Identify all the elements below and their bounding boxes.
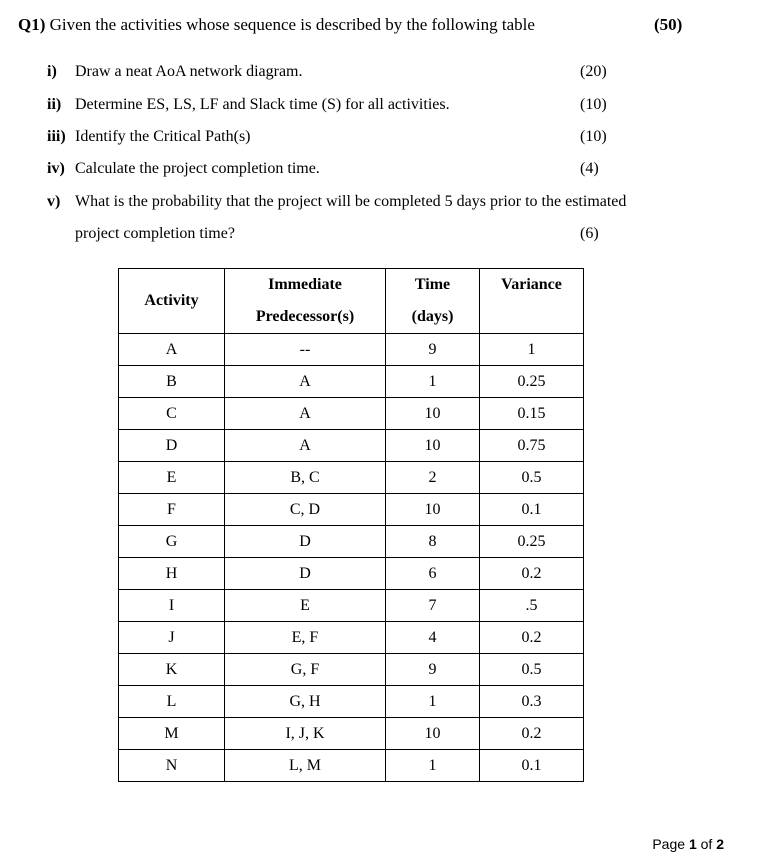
cell-time: 6 bbox=[386, 558, 480, 590]
cell-predecessors: G, H bbox=[225, 686, 386, 718]
part-label: i) bbox=[47, 63, 57, 80]
table-row bbox=[119, 686, 584, 718]
cell-activity: K bbox=[119, 654, 225, 686]
cell-activity: C bbox=[119, 398, 225, 430]
cell-time: 10 bbox=[386, 398, 480, 430]
part-marks: (4) bbox=[580, 160, 599, 177]
table-row bbox=[119, 366, 584, 398]
table-row bbox=[119, 494, 584, 526]
header-time-line2: (days) bbox=[411, 308, 454, 325]
cell-activity: G bbox=[119, 526, 225, 558]
table-header-row bbox=[119, 269, 584, 334]
header-time-line1: Time bbox=[414, 276, 451, 293]
table-row bbox=[119, 430, 584, 462]
cell-variance: 0.5 bbox=[480, 462, 584, 494]
cell-activity: B bbox=[119, 366, 225, 398]
cell-activity: L bbox=[119, 686, 225, 718]
part-text: project completion time? bbox=[75, 225, 235, 242]
cell-variance: 0.15 bbox=[480, 398, 584, 430]
cell-time: 10 bbox=[386, 430, 480, 462]
cell-time: 9 bbox=[386, 654, 480, 686]
part-text: Calculate the project completion time. bbox=[75, 160, 320, 177]
cell-predecessors: A bbox=[225, 430, 386, 462]
part-label: iv) bbox=[47, 160, 65, 177]
part-ii bbox=[47, 93, 727, 117]
cell-variance: 0.2 bbox=[480, 622, 584, 654]
header-variance: Variance bbox=[480, 269, 584, 334]
cell-activity: F bbox=[119, 494, 225, 526]
cell-variance: 0.1 bbox=[480, 750, 584, 782]
part-i bbox=[47, 60, 727, 84]
cell-variance: 0.25 bbox=[480, 526, 584, 558]
table-row bbox=[119, 622, 584, 654]
page-prefix: Page bbox=[652, 836, 686, 852]
part-label: v) bbox=[47, 193, 61, 210]
part-text: Identify the Critical Path(s) bbox=[75, 128, 251, 145]
table-row bbox=[119, 654, 584, 686]
part-iii bbox=[47, 125, 727, 149]
question-text: Given the activities whose sequence is described by the following table bbox=[49, 15, 535, 34]
cell-predecessors: A bbox=[225, 398, 386, 430]
cell-predecessors: I, J, K bbox=[225, 718, 386, 750]
cell-time: 7 bbox=[386, 590, 480, 622]
cell-activity: M bbox=[119, 718, 225, 750]
cell-time: 1 bbox=[386, 366, 480, 398]
table-row bbox=[119, 398, 584, 430]
activity-table bbox=[118, 268, 584, 782]
cell-predecessors: G, F bbox=[225, 654, 386, 686]
question-heading bbox=[18, 13, 683, 37]
page-total: 2 bbox=[716, 836, 724, 852]
part-marks: (20) bbox=[580, 63, 607, 80]
header-activity: Activity bbox=[119, 269, 225, 334]
part-marks: (6) bbox=[580, 225, 599, 242]
page-footer bbox=[652, 836, 724, 852]
cell-time: 1 bbox=[386, 750, 480, 782]
header-predecessors bbox=[225, 269, 386, 334]
question-number: Q1) bbox=[18, 15, 46, 34]
table-row bbox=[119, 590, 584, 622]
table-row bbox=[119, 334, 584, 366]
table-row bbox=[119, 462, 584, 494]
table-row bbox=[119, 750, 584, 782]
cell-time: 8 bbox=[386, 526, 480, 558]
cell-predecessors: A bbox=[225, 366, 386, 398]
page-of: of bbox=[700, 836, 713, 852]
cell-time: 9 bbox=[386, 334, 480, 366]
part-marks: (10) bbox=[580, 96, 607, 113]
cell-variance: 0.5 bbox=[480, 654, 584, 686]
cell-predecessors: E, F bbox=[225, 622, 386, 654]
cell-predecessors: -- bbox=[225, 334, 386, 366]
cell-activity: H bbox=[119, 558, 225, 590]
cell-variance: 0.2 bbox=[480, 558, 584, 590]
cell-activity: J bbox=[119, 622, 225, 654]
part-label: ii) bbox=[47, 96, 62, 113]
part-v-continuation bbox=[75, 222, 635, 246]
cell-activity: I bbox=[119, 590, 225, 622]
part-v bbox=[47, 190, 727, 214]
part-text: Draw a neat AoA network diagram. bbox=[75, 63, 303, 80]
header-pred-line1: Immediate bbox=[268, 276, 342, 293]
cell-predecessors: C, D bbox=[225, 494, 386, 526]
cell-activity: A bbox=[119, 334, 225, 366]
cell-predecessors: D bbox=[225, 558, 386, 590]
cell-activity: E bbox=[119, 462, 225, 494]
cell-variance: 0.75 bbox=[480, 430, 584, 462]
cell-predecessors: D bbox=[225, 526, 386, 558]
cell-time: 2 bbox=[386, 462, 480, 494]
cell-variance: 0.1 bbox=[480, 494, 584, 526]
header-time bbox=[386, 269, 480, 334]
cell-predecessors: B, C bbox=[225, 462, 386, 494]
cell-predecessors: L, M bbox=[225, 750, 386, 782]
part-text: Determine ES, LS, LF and Slack time (S) for all activities. bbox=[75, 96, 450, 113]
cell-variance: 1 bbox=[480, 334, 584, 366]
table-row bbox=[119, 526, 584, 558]
cell-variance: 0.2 bbox=[480, 718, 584, 750]
cell-activity: D bbox=[119, 430, 225, 462]
part-label: iii) bbox=[47, 128, 66, 145]
page-current: 1 bbox=[688, 836, 697, 852]
cell-time: 1 bbox=[386, 686, 480, 718]
cell-activity: N bbox=[119, 750, 225, 782]
cell-time: 4 bbox=[386, 622, 480, 654]
header-pred-line2: Predecessor(s) bbox=[255, 308, 355, 325]
part-text: What is the probability that the project will be completed 5 days prior to the estimated bbox=[75, 193, 627, 210]
cell-variance: 0.3 bbox=[480, 686, 584, 718]
table-row bbox=[119, 718, 584, 750]
question-marks: (50) bbox=[654, 15, 683, 34]
cell-predecessors: E bbox=[225, 590, 386, 622]
cell-variance: 0.25 bbox=[480, 366, 584, 398]
table-row bbox=[119, 558, 584, 590]
cell-variance: .5 bbox=[480, 590, 584, 622]
cell-time: 10 bbox=[386, 718, 480, 750]
cell-time: 10 bbox=[386, 494, 480, 526]
part-marks: (10) bbox=[580, 128, 607, 145]
part-iv bbox=[47, 157, 727, 181]
